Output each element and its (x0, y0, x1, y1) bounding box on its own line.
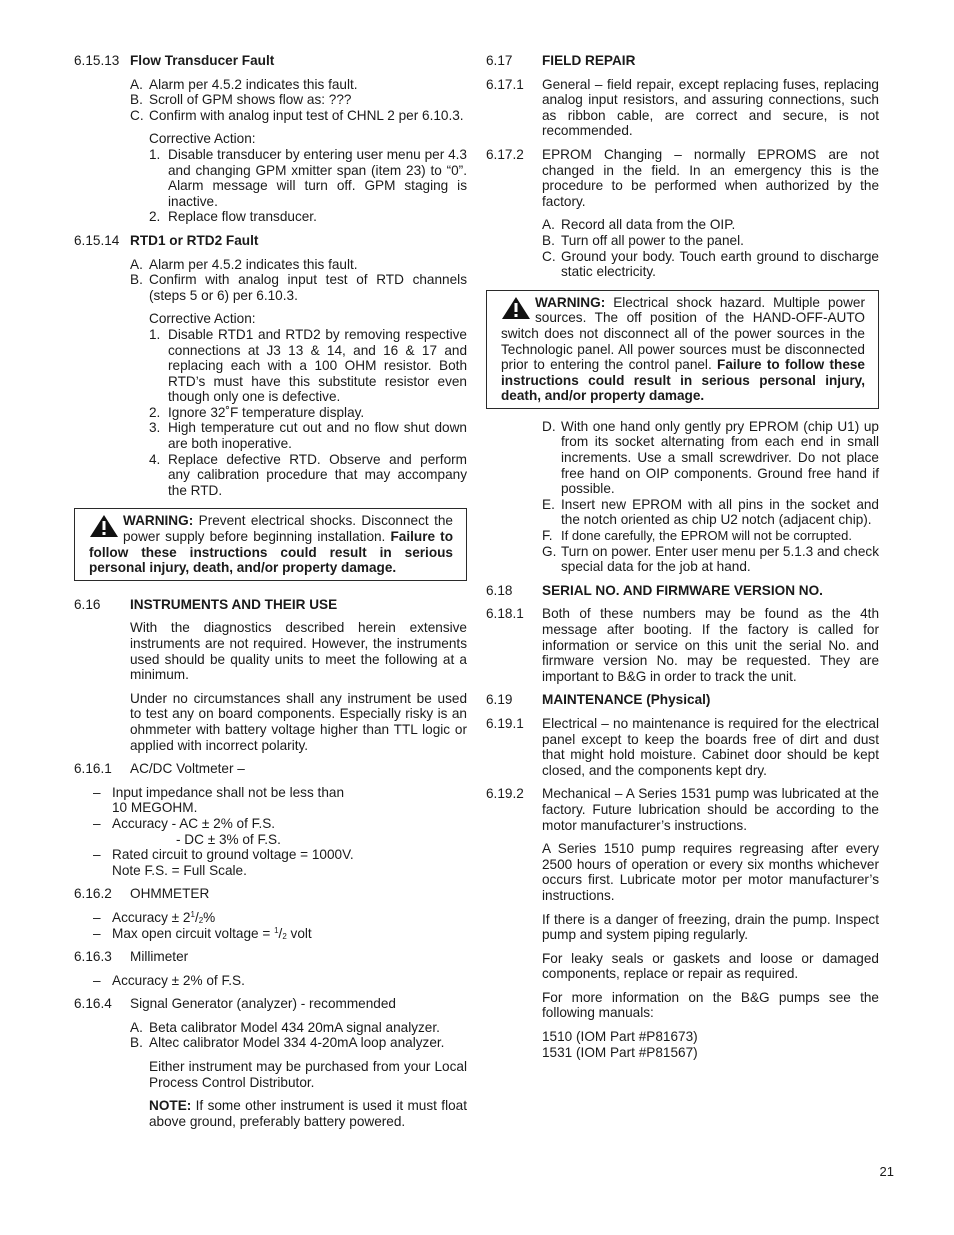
section-title: INSTRUMENTS AND THEIR USE (130, 596, 338, 612)
section-number: 6.16.3 (74, 949, 112, 965)
section-number: 6.19 (486, 692, 513, 708)
warning-icon (89, 514, 119, 538)
section-6-16-1-heading (74, 761, 467, 777)
paragraph: For leaky seals or gaskets and loose or damaged components, replace or repair as required. (542, 950, 879, 982)
list-item: – Accuracy - AC ± 2% of F.S. - DC ± 3% of F.S. (93, 815, 281, 847)
section-6-16-2-heading (74, 886, 467, 902)
section-title: SERIAL NO. AND FIRMWARE VERSION NO. (542, 582, 823, 598)
list-item: F. If done carefully, the EPROM will not be corrupted. (542, 528, 852, 544)
section-title: Signal Generator (analyzer) - recommended (130, 996, 396, 1012)
note (149, 1098, 467, 1129)
warning-label: WARNING: (123, 513, 194, 529)
warning-icon (501, 296, 531, 320)
section-6-18-1 (486, 606, 879, 684)
list-item: 1510 (IOM Part #P81673) (542, 1029, 698, 1045)
manual-list (542, 1029, 879, 1060)
section-6-17-2 (486, 147, 879, 209)
section-6-17-1 (486, 77, 879, 139)
section-number: 6.16.2 (74, 886, 112, 902)
list-item: B. Confirm with analog input test of RTD channels (steps 5 or 6) per 6.10.3. (130, 272, 467, 303)
list-item: A. Beta calibrator Model 434 20mA signal analyzer. (130, 1019, 440, 1035)
section-number: 6.18.1 (486, 606, 524, 622)
section-6-19-2 (486, 786, 879, 833)
eprom-steps (542, 419, 879, 575)
section-6-16-3-heading (74, 949, 467, 965)
paragraph: EPROM Changing – normally EPROMS are not changed in the field. In an emergency this is the procedure to be performed when authorized by the factory. (542, 146, 879, 209)
warning-consequence: Failure to follow these instructions could result in serious personal injury, death, and/or property damage. (89, 529, 453, 576)
list-item: – Max open circuit voltage = $^1$/2 volt (93, 925, 312, 941)
paragraph: Both of these numbers may be found as the 4th message after booting. If the factory is called for information or service on this unit the serial No. and firmware version No. may be requested. They are important to B&G in order to track the unit. (542, 606, 879, 684)
paragraph: A Series 1510 pump requires regreasing after every 2500 hours of operation or every six months whichever occurs first. Lubricate motor per motor manufacturer’s instructions. (542, 841, 879, 903)
section-number: 6.16.4 (74, 996, 112, 1012)
list-item: – Accuracy ± $2^1/2\%$ (93, 909, 216, 925)
spec-list (93, 785, 467, 879)
right-column (486, 53, 879, 1068)
spec-list (93, 910, 467, 941)
list-item: G. Turn on power. Enter user menu per 5.1.3 and check special data for the job at hand. (542, 543, 879, 575)
fault-checklist (130, 257, 467, 499)
section-number: 6.17 (486, 53, 513, 68)
section-number: 6.15.14 (74, 232, 120, 248)
paragraph: If there is a danger of freezing, drain the pump. Inspect pump and system piping regularly. (542, 911, 879, 943)
warning-text: Prevent electrical shocks. Disconnect the power supply before beginning installation. (123, 513, 453, 545)
paragraph: General – field repair, except replacing fuses, replacing analog input resistors, and assuring connections, such as ribbon cable, are correct and secure, is not recommended. (542, 76, 879, 139)
spec-list (93, 973, 467, 989)
fault-checklist (130, 77, 467, 225)
section-title: OHMMETER (130, 886, 210, 902)
note-text: If some other instrument is used it must float above ground, preferably battery powered. (149, 1098, 467, 1129)
section-title: FIELD REPAIR (542, 53, 636, 68)
paragraph: Either instrument may be purchased from your Local Process Control Distributor. (149, 1059, 467, 1090)
list-item: B. Scroll of GPM shows flow as: ??? (130, 92, 352, 108)
section-number: 6.18 (486, 582, 513, 598)
list-item: 1. Disable transducer by entering user menu per 4.3 and changing GPM xmitter span (item 23) to “0”. Alarm message will turn off. GPM staging is inactive. (149, 146, 467, 209)
list-item: A. Alarm per 4.5.2 indicates this fault. (130, 76, 358, 92)
paragraph: With the diagnostics described herein extensive instruments are not required. However, the instruments used should be quality units to meet the following at a minimum. (130, 620, 467, 683)
section-6-19-1 (486, 716, 879, 778)
list-item: A. Alarm per 4.5.2 indicates this fault. (130, 256, 358, 272)
note-label: NOTE: (149, 1098, 192, 1114)
corrective-action-label: Corrective Action: (149, 311, 256, 327)
list-item: 2. Ignore 32˚F temperature display. (149, 404, 365, 420)
section-number: 6.16.1 (74, 761, 112, 777)
section-number: 6.15.13 (74, 53, 120, 68)
warning-text: Electrical shock hazard. Multiple power sources. The off position of the HAND-OFF-AUTO switch does not disconnect all of the power sources in the Technologic panel. All power sources must be disconnected prior to entering the control panel. (501, 294, 865, 373)
paragraph: Electrical – no maintenance is required for the electrical panel except to keep the boards free of dirt and dust that might hold moisture. Cabinet door should be kept closed, and the components kept dry. (542, 715, 879, 778)
list-item: B. Altec calibrator Model 334 4-20mA loop analyzer. (130, 1035, 445, 1051)
warning-box (486, 290, 879, 409)
section-number: 6.17.1 (486, 76, 524, 92)
section-6-17-heading (486, 53, 879, 69)
section-title: RTD1 or RTD2 Fault (130, 232, 259, 248)
list-item: 1531 (IOM Part #P81567) (542, 1044, 698, 1060)
section-6-18-heading (486, 583, 879, 599)
list-item: 4. Replace defective RTD. Observe and perform any calibration procedure that may accompany the RTD. (149, 451, 467, 498)
analyzer-list (130, 1020, 467, 1051)
page-number: 21 (879, 1164, 894, 1179)
section-title: Millimeter (130, 949, 189, 965)
section-number: 6.16 (74, 596, 101, 612)
list-item: C. Confirm with analog input test of CHNL 2 per 6.10.3. (130, 107, 464, 123)
list-item: E. Insert new EPROM with all pins in the socket and the notch oriented as chip U2 notch (adjacent chip). (542, 496, 879, 528)
section-number: 6.19.1 (486, 715, 524, 731)
paragraph: Mechanical – A Series 1531 pump was lubricated at the factory. Future lubrication should be according to the motor manufacturer’s instructions. (542, 786, 879, 833)
warning-consequence: Failure to follow these instructions could result in serious personal injury, death, and/or property damage. (501, 357, 865, 404)
section-6-15-13-heading (74, 53, 467, 69)
list-item: 1. Disable RTD1 and RTD2 by removing respective connections at J3 13 & 14, and 16 & 17 and replacing each with a 100 OHM resistor. Both RTD’s must have this substitute resistor even though only one is defective. (149, 326, 467, 405)
paragraph: For more information on the B&G pumps see the following manuals: (542, 989, 879, 1021)
list-item: – Accuracy ± 2% of F.S. (93, 972, 245, 988)
paragraph: Under no circumstances shall any instrument be used to test any on board components. Especially risky is an ohmmeter with battery voltage higher than TTL logic or applied with incorrect polarity. (130, 690, 467, 753)
list-item: D. With one hand only gently pry EPROM (chip U1) up from its socket alternating from each end in small increments. Use a small screwdriver. Do not place free hand on OIP components. Ground free hand if possible. (542, 418, 879, 497)
section-6-15-14-heading (74, 233, 467, 249)
warning-label: WARNING: (535, 294, 606, 310)
list-item: 3. High temperature cut out and no flow shut down are both inoperative. (149, 420, 467, 452)
section-number: 6.17.2 (486, 146, 524, 162)
list-item: – Input impedance shall not be less than 10 MEGOHM. (93, 784, 345, 816)
section-number: 6.19.2 (486, 786, 524, 802)
list-item: – Rated circuit to ground voltage = 1000V. Note F.S. = Full Scale. (93, 847, 354, 878)
list-item: B. Turn off all power to the panel. (542, 232, 744, 248)
section-6-16-heading (74, 597, 467, 613)
section-title: MAINTENANCE (Physical) (542, 692, 711, 708)
section-6-19-heading (486, 692, 879, 708)
list-item: C. Ground your body. Touch earth ground to discharge static electricity. (542, 248, 879, 280)
section-title: Flow Transducer Fault (130, 53, 275, 68)
eprom-steps (542, 217, 879, 279)
section-6-16-4-heading (74, 996, 467, 1012)
corrective-action-label: Corrective Action: (149, 131, 256, 147)
section-title: AC/DC Voltmeter – (130, 761, 245, 777)
list-item: A. Record all data from the OIP. (542, 217, 736, 233)
warning-box (74, 508, 467, 580)
left-column (74, 53, 467, 1137)
list-item: 2. Replace flow transducer. (149, 209, 317, 225)
